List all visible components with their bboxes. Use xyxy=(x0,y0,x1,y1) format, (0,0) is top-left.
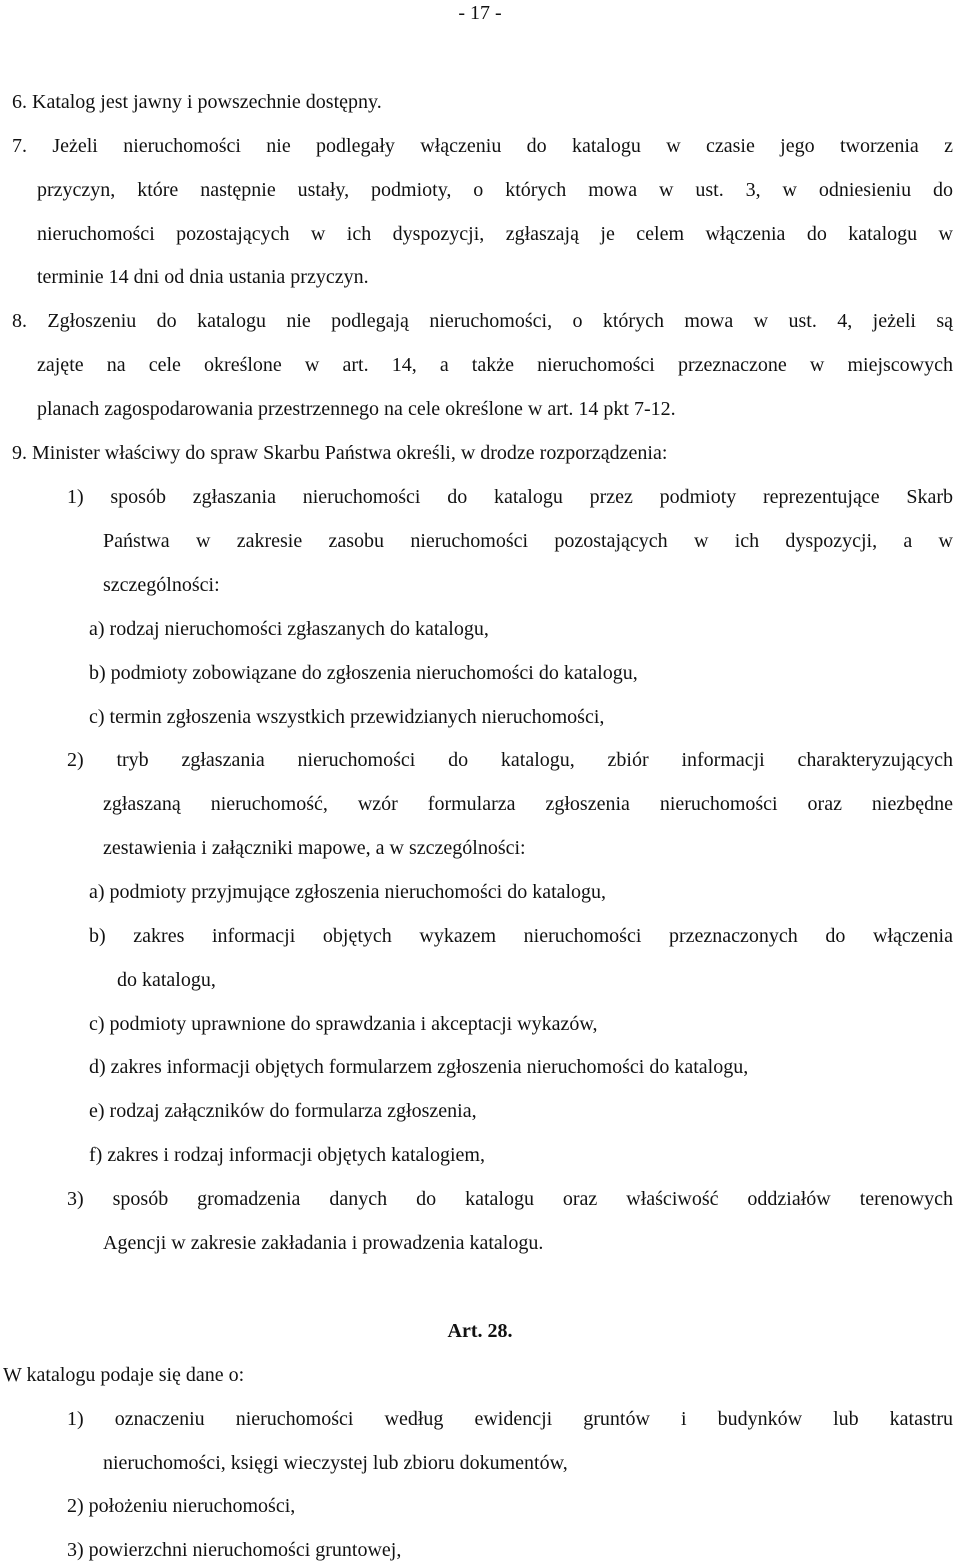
paragraph-7-line-1: 7. Jeżeli nieruchomości nie podlegały włączeniu do katalogu w czasie jego tworzenia z xyxy=(12,135,953,157)
paragraph-8-line-1: 8. Zgłoszeniu do katalogu nie podlegają nieruchomości, o których mowa w ust. 4, jeżeli są xyxy=(12,310,953,332)
paragraph-9-line-1: 9. Minister właściwy do spraw Skarbu Państwa określi, w drodze rozporządzenia: xyxy=(12,442,668,464)
paragraph-9-item-1-a: a) rodzaj nieruchomości zgłaszanych do katalogu, xyxy=(89,618,489,640)
paragraph-9-item-1-line-3: szczególności: xyxy=(103,574,220,596)
paragraph-9-item-2-line-1: 2) tryb zgłaszania nieruchomości do katalogu, zbiór informacji charakteryzujących xyxy=(67,749,953,771)
paragraph-9-item-2-f: f) zakres i rodzaj informacji objętych katalogiem, xyxy=(89,1144,485,1166)
paragraph-9-item-2-b-line-2: do katalogu, xyxy=(117,969,216,991)
paragraph-9-item-3-line-1: 3) sposób gromadzenia danych do katalogu oraz właściwość oddziałów terenowych xyxy=(67,1188,953,1210)
paragraph-9-item-2-d: d) zakres informacji objętych formularzem zgłoszenia nieruchomości do katalogu, xyxy=(89,1056,749,1078)
paragraph-9-item-3-line-2: Agencji w zakresie zakładania i prowadzenia katalogu. xyxy=(103,1232,544,1254)
page-number: - 17 - xyxy=(458,2,502,24)
paragraph-9-item-2-c: c) podmioty uprawnione do sprawdzania i akceptacji wykazów, xyxy=(89,1013,598,1035)
paragraph-8-line-3: planach zagospodarowania przestrzennego na cele określone w art. 14 pkt 7-12. xyxy=(37,398,676,420)
paragraph-9-item-2-line-2: zgłaszaną nieruchomość, wzór formularza zgłoszenia nieruchomości oraz niezbędne xyxy=(103,793,953,815)
paragraph-9-item-2-e: e) rodzaj załączników do formularza zgłoszenia, xyxy=(89,1100,477,1122)
paragraph-9-item-2-line-3: zestawienia i załączniki mapowe, a w szczególności: xyxy=(103,837,526,859)
paragraph-9-item-1-line-1: 1) sposób zgłaszania nieruchomości do katalogu przez podmioty reprezentujące Skarb xyxy=(67,486,953,508)
paragraph-8-line-2: zajęte na cele określone w art. 14, a także nieruchomości przeznaczone w miejscowych xyxy=(37,354,953,376)
article-item-2: 2) położeniu nieruchomości, xyxy=(67,1495,296,1517)
paragraph-9-item-1-line-2: Państwa w zakresie zasobu nieruchomości pozostających w ich dyspozycji, a w xyxy=(103,530,953,552)
paragraph-7-line-2: przyczyn, które następnie ustały, podmioty, o których mowa w ust. 3, w odniesieniu do xyxy=(37,179,953,201)
article-item-3: 3) powierzchni nieruchomości gruntowej, xyxy=(67,1539,402,1561)
paragraph-9-item-2-a: a) podmioty przyjmujące zgłoszenia nieruchomości do katalogu, xyxy=(89,881,607,903)
paragraph-9-item-1-b: b) podmioty zobowiązane do zgłoszenia nieruchomości do katalogu, xyxy=(89,662,638,684)
article-item-1-line-1: 1) oznaczeniu nieruchomości według ewidencji gruntów i budynków lub katastru xyxy=(67,1408,953,1430)
article-intro: W katalogu podaje się dane o: xyxy=(3,1364,245,1386)
paragraph-9-item-1-c: c) termin zgłoszenia wszystkich przewidzianych nieruchomości, xyxy=(89,706,605,728)
article-item-1-line-2: nieruchomości, księgi wieczystej lub zbioru dokumentów, xyxy=(103,1452,568,1474)
paragraph-7-line-3: nieruchomości pozostających w ich dyspozycji, zgłaszają je celem włączenia do katalogu w xyxy=(37,223,953,245)
paragraph-9-item-2-b-line-1: b) zakres informacji objętych wykazem nieruchomości przeznaczonych do włączenia xyxy=(89,925,953,947)
article-title: Art. 28. xyxy=(447,1320,513,1342)
paragraph-7-line-4: terminie 14 dni od dnia ustania przyczyn. xyxy=(37,266,369,288)
paragraph-6: 6. Katalog jest jawny i powszechnie dostępny. xyxy=(12,91,382,113)
